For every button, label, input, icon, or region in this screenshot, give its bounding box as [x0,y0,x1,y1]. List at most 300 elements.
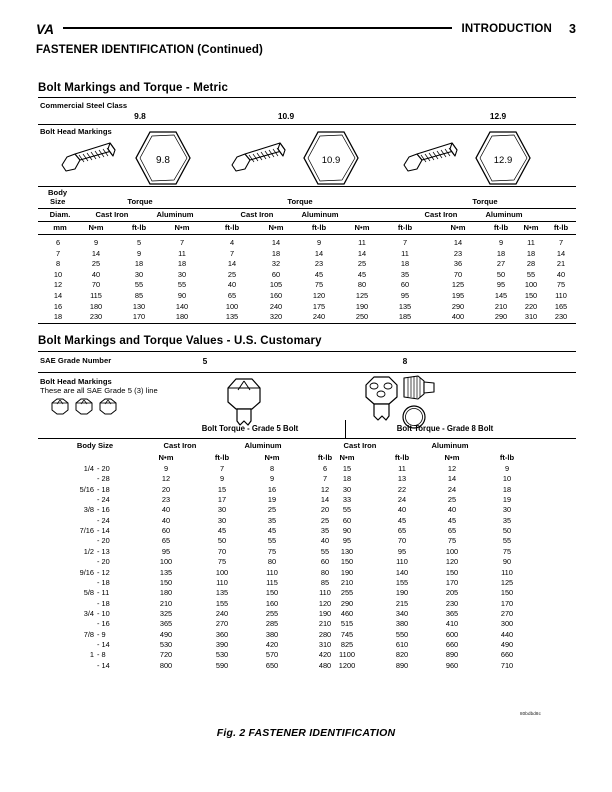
us-unit-nm-3: N•m [444,453,460,462]
metric-cell-c129-0: 400 [451,312,465,322]
header-manual-mark: VA [36,21,55,37]
us-cell-g5-2: 110 [266,567,278,577]
metric-cell-c109-2: 11 [358,238,366,247]
metric-unit-nm-4: N•m [450,223,466,232]
metric-cell-c98-3: 100 [225,301,239,311]
us-cell-g8-3: 55 [502,536,512,546]
us-cell-g8-3: 710 [500,660,514,670]
us-cell-g8-3: 19 [502,495,512,505]
metric-cell-c109-2: 250 [355,312,369,322]
us-cell-g8-1: 550 [395,629,409,639]
us-cell-g8-0: 515 [340,619,354,629]
us-cell-g5-1: 155 [215,598,229,608]
us-cell-g5-1: 390 [215,639,229,649]
us-cell-g8-1: 65 [397,526,407,536]
us-unit-ftlb-3: ft-lb [499,453,515,462]
metric-cell-c98-3: 65 [227,291,237,300]
us-cell-g5-0: 180 [159,588,173,598]
grade8-torque-label: Bolt Torque - Grade 8 Bolt [396,424,494,433]
us-cell-g8-2: 410 [445,619,459,629]
metric-cell-c129-2: 28 [526,259,536,269]
us-cell-g8-0: 825 [340,639,354,649]
us-cell-g8-0: 1100 [339,650,355,660]
us-cell-size-thread: - 18 [97,577,110,587]
us-cell-g5-0: 530 [159,639,173,649]
metric-head-markings-label: Bolt Head Markings [40,127,112,136]
metric-cell-c109-3: 35 [400,269,410,279]
metric-cell-mm: 18 [53,312,63,322]
metric-unit-ftlb-0: ft-lb [131,223,147,232]
us-cell-g5-1: 45 [217,526,227,536]
us-cell-g5-0: 40 [161,515,171,525]
metric-cell-mm: 7 [55,248,61,258]
us-cell-g5-1: 240 [215,608,229,618]
metric-cell-mm: 6 [55,238,61,247]
us-cell-g5-3: 480 [318,660,332,670]
sae-grade-number-label: SAE Grade Number [40,356,112,365]
us-cell-g8-3: 90 [502,557,512,567]
us-cell-size-thread: - 20 [97,557,110,567]
us-cell-g8-3: 18 [502,484,512,494]
metric-cell-c129-0: 125 [451,280,465,290]
us-head-markings-label: Bolt Head Markings [40,377,112,386]
metric-cell-c98-0: 230 [89,312,103,322]
us-cell-g5-1: 110 [216,577,228,587]
us-cell-g5-1: 30 [217,505,227,515]
us-cell-g8-0: 150 [340,557,354,567]
metric-torque-rule [38,208,576,209]
us-cell-g8-2: 25 [447,495,457,505]
us-cell-g8-2: 600 [445,629,459,639]
metric-cell-c98-1: 85 [134,291,144,300]
metric-torque-label-2: Torque [472,197,498,206]
us-cell-g8-3: 110 [501,567,513,577]
running-header [36,20,576,38]
us-cell-size-thread: - 24 [97,495,110,505]
metric-table-top-rule [38,186,576,187]
us-cell-g5-1: 530 [215,650,229,660]
steel-class-value-0: 9.8 [134,111,146,121]
metric-cell-c129-1: 95 [496,280,506,290]
metric-cell-c129-3: 75 [556,280,566,290]
metric-cell-c98-1: 5 [136,238,142,247]
us-cell-g5-1: 70 [217,546,227,556]
metric-cell-c109-0: 105 [269,280,283,290]
us-cell-g5-1: 15 [217,484,227,494]
us-cell-g8-1: 40 [397,505,407,515]
us-cell-g8-3: 9 [504,464,510,473]
us-cell-g5-2: 255 [265,608,279,618]
us-body-size-label: Body Size [76,441,114,450]
header-section-name: INTRODUCTION [461,23,553,35]
us-cell-size-thread: - 9 [97,629,106,639]
metric-cell-mm: 8 [55,259,61,269]
metric-cell-c98-2: 180 [175,312,189,322]
us-cell-size-thread: - 20 [97,464,110,473]
us-unit-nm-1: N•m [264,453,280,462]
us-cell-g5-3: 80 [320,567,330,577]
us-cell-g8-2: 960 [445,660,459,670]
metric-cell-c129-1: 50 [496,269,506,279]
metric-cell-c98-2: 18 [177,259,187,269]
us-cell-g8-1: 190 [395,588,409,598]
us-cell-g5-3: 310 [318,639,332,649]
us-cast-iron-label-g8: Cast Iron [343,441,377,450]
metric-torque-label-1: Torque [287,197,313,206]
us-cell-g8-1: 110 [396,557,408,567]
us-cell-g5-3: 210 [318,619,332,629]
metric-cell-mm: 12 [53,280,63,290]
metric-header-bottom-rule [38,234,576,235]
us-grade-divider [345,420,346,438]
metric-cell-c129-1: 9 [498,238,504,247]
metric-cell-c109-2: 80 [357,280,367,290]
us-cell-g8-3: 35 [502,515,512,525]
us-cell-size-thread: - 24 [97,515,110,525]
metric-cell-c109-3: 185 [398,312,412,322]
metric-cell-c109-3: 11 [401,248,409,258]
us-cell-g8-1: 70 [397,536,407,546]
us-cell-g8-1: 340 [395,608,409,618]
us-cell-g8-0: 90 [342,526,352,536]
us-cell-size-fraction: 1/2 [83,546,94,556]
us-cell-g5-0: 135 [159,567,173,577]
metric-cell-c98-3: 7 [229,248,235,258]
bolt-side-view-icon-0 [58,138,124,180]
metric-cell-c129-0: 195 [451,291,465,300]
us-cell-g8-2: 24 [447,484,457,494]
us-cell-g5-3: 7 [322,474,328,484]
us-cell-g5-2: 25 [267,505,277,515]
metric-cell-c129-1: 210 [494,301,508,311]
metric-aluminum-label-2: Aluminum [485,210,523,219]
metric-cell-c109-1: 75 [314,280,324,290]
us-cell-size-fraction: 5/8 [83,588,94,598]
metric-unit-nm-2: N•m [268,223,284,232]
metric-cell-c109-3: 95 [400,291,410,300]
us-cell-g8-3: 300 [500,619,514,629]
us-cell-g5-3: 420 [318,650,332,660]
metric-cell-c109-0: 32 [271,259,281,269]
metric-cell-c129-2: 310 [524,312,538,322]
us-cell-size-thread: - 14 [97,660,110,670]
us-cell-g8-3: 490 [500,639,514,649]
svg-text:10.9: 10.9 [321,155,341,166]
metric-cell-c98-1: 30 [134,269,144,279]
bolt-side-view-icon-2 [400,138,466,180]
metric-cell-c129-1: 27 [496,259,506,269]
metric-unit-nm-0: N•m [88,223,104,232]
us-cell-size-thread: - 8 [97,650,106,660]
us-cell-g8-2: 100 [445,546,459,556]
us-cell-g5-2: 160 [265,598,279,608]
metric-cell-c129-0: 290 [451,301,465,311]
us-cell-g5-2: 285 [265,619,279,629]
us-cell-g5-3: 20 [320,505,330,515]
us-table-top-rule [38,438,576,439]
metric-torque-label-0: Torque [127,197,153,206]
us-cell-g8-0: 290 [340,598,354,608]
metric-cell-c129-1: 18 [496,248,506,258]
metric-cell-c98-0: 115 [90,291,102,300]
us-cell-size-thread: - 18 [97,484,110,494]
metric-cell-c98-1: 9 [136,248,142,258]
metric-cell-c129-2: 100 [524,280,538,290]
us-cell-g8-0: 15 [342,464,352,473]
us-cell-g8-0: 210 [340,577,354,587]
us-cell-g8-2: 660 [445,639,459,649]
hex-head-marking-icon-2 [472,129,534,187]
us-cell-g5-0: 12 [161,474,171,484]
us-unit-nm-2: N•m [339,453,355,462]
us-cell-g5-3: 280 [318,629,332,639]
us-cell-g5-3: 14 [320,495,330,505]
us-cell-size-thread: - 16 [97,619,110,629]
metric-unit-ftlb-4: ft-lb [493,223,509,232]
us-cell-size-fraction: 1/4 [83,464,94,473]
us-cell-g8-0: 60 [342,515,352,525]
bolt-side-view-icon-1 [228,138,294,180]
us-cell-g5-2: 8 [269,464,275,473]
us-cell-g8-3: 170 [500,598,514,608]
us-cell-size-thread: - 14 [97,639,110,649]
page-title [36,44,263,56]
us-cell-g5-3: 190 [318,608,332,618]
metric-cell-c98-1: 55 [134,280,144,290]
us-cell-g5-0: 65 [161,536,171,546]
us-cell-g5-1: 7 [219,464,225,473]
us-cell-g5-2: 75 [267,546,277,556]
us-cell-g8-0: 95 [342,536,352,546]
metric-cast-iron-label-0: Cast Iron [95,210,129,219]
us-cell-g5-2: 9 [269,474,275,484]
us-cell-g5-0: 95 [161,546,171,556]
us-cell-g8-3: 50 [502,526,512,536]
metric-cell-mm: 16 [53,301,63,311]
metric-section-title: Bolt Markings and Torque - Metric [38,82,229,94]
us-cell-g8-2: 205 [445,588,459,598]
metric-cell-c129-3: 14 [556,248,566,258]
us-cell-g5-1: 17 [217,495,227,505]
hex-head-marking-icon-0 [132,129,194,187]
grade5-head-icon-group [48,396,120,418]
metric-cell-c109-1: 120 [312,291,326,300]
us-cell-g5-1: 590 [215,660,229,670]
metric-cell-c98-2: 140 [175,301,189,311]
us-cell-g5-1: 30 [217,515,227,525]
us-aluminum-label-g5: Aluminum [244,441,282,450]
metric-cell-c98-3: 135 [225,312,239,322]
us-cast-iron-label-g5: Cast Iron [163,441,197,450]
us-section-title: Bolt Markings and Torque Values - U.S. Customary [38,335,322,347]
us-cell-size-fraction: 3/4 [83,608,94,618]
us-cell-g5-2: 650 [265,660,279,670]
figure-code: 80bdbd8c [520,711,541,716]
us-cell-g5-0: 210 [159,598,173,608]
metric-cell-mm: 10 [53,269,63,279]
metric-unit-ftlb-1: ft-lb [224,223,240,232]
us-cell-g8-0: 130 [340,546,354,556]
metric-cell-c98-3: 40 [227,280,237,290]
us-title-rule [38,351,576,352]
metric-body-label-line2: Size [50,197,66,206]
metric-cell-c129-3: 230 [554,312,568,322]
metric-cell-c129-3: 40 [556,269,566,279]
metric-cell-c129-1: 290 [494,312,508,322]
metric-cell-c98-3: 4 [229,238,235,247]
metric-cell-c98-0: 25 [91,259,101,269]
us-cell-g8-1: 610 [395,639,409,649]
us-cell-g5-2: 570 [265,650,279,660]
us-cell-g5-2: 45 [267,526,277,536]
us-cell-g5-0: 325 [159,608,173,618]
us-cell-g5-2: 380 [265,629,279,639]
us-cell-g8-1: 22 [397,484,407,494]
us-cell-g8-1: 24 [397,495,407,505]
us-cell-g5-2: 420 [265,639,279,649]
us-cell-g5-3: 25 [320,515,330,525]
us-cell-g5-0: 20 [161,484,171,494]
us-cell-size-thread: - 13 [97,546,110,556]
us-cell-size-fraction: 7/16 [79,526,94,536]
us-cell-size-fraction: 3/8 [83,505,94,515]
us-cell-g8-0: 745 [340,629,354,639]
steel-class-value-1: 10.9 [277,111,295,121]
us-cell-g8-2: 150 [445,567,459,577]
us-cell-g8-1: 95 [397,546,407,556]
sae-grade-value-0: 5 [202,356,208,366]
metric-unit-nm-3: N•m [354,223,370,232]
us-cell-g8-3: 270 [500,608,514,618]
metric-cell-mm: 14 [53,291,63,300]
us-cell-g5-1: 360 [215,629,229,639]
metric-cell-c98-0: 40 [91,269,101,279]
metric-unit-nm-5: N•m [523,223,539,232]
us-cell-g8-2: 14 [447,474,457,484]
metric-cell-c109-1: 23 [314,259,324,269]
us-cell-g8-3: 125 [500,577,514,587]
us-cell-size-fraction: 5/16 [79,484,94,494]
us-cell-g8-1: 45 [397,515,407,525]
metric-table-bottom-rule [38,323,576,324]
metric-cast-iron-label-2: Cast Iron [424,210,458,219]
us-cell-g5-1: 270 [215,619,229,629]
us-cell-g8-2: 120 [445,557,459,567]
us-cell-g5-2: 150 [265,588,279,598]
metric-cell-c98-1: 130 [132,301,146,311]
metric-cell-c98-3: 14 [227,259,237,269]
us-cell-g5-0: 365 [159,619,173,629]
us-cell-g8-3: 10 [502,474,512,484]
us-cell-size-thread: - 20 [97,536,110,546]
metric-unit-ftlb-5: ft-lb [553,223,569,232]
us-cell-g5-3: 12 [320,484,330,494]
metric-cell-c109-0: 240 [269,301,283,311]
us-cell-g5-2: 115 [266,577,278,587]
metric-cell-c129-2: 11 [527,238,535,247]
us-cell-g5-3: 6 [322,464,328,473]
us-cell-g8-0: 18 [342,474,352,484]
metric-unit-nm-1: N•m [174,223,190,232]
hex-head-marking-icon-1 [300,129,362,187]
metric-cell-c109-3: 135 [398,301,412,311]
metric-cell-c98-2: 90 [177,291,187,300]
metric-cell-c129-2: 55 [526,269,536,279]
metric-cell-c109-2: 25 [357,259,367,269]
metric-cell-c129-3: 110 [555,291,567,300]
metric-unit-ftlb-2: ft-lb [311,223,327,232]
us-cell-g5-1: 75 [217,557,227,567]
metric-cell-c129-3: 165 [554,301,568,311]
header-page-number: 3 [569,22,576,36]
us-cell-g8-3: 30 [502,505,512,515]
us-cell-g8-0: 33 [342,495,352,505]
metric-cell-c129-0: 14 [453,238,463,247]
us-cell-size-thread: - 10 [97,608,110,618]
us-cell-g8-1: 215 [395,598,409,608]
metric-cell-c98-0: 14 [91,248,101,258]
metric-cell-c109-1: 14 [314,248,324,258]
us-cell-g5-1: 100 [215,567,229,577]
metric-cell-c109-2: 190 [355,301,369,311]
metric-cell-c109-3: 7 [402,238,408,247]
grade5-torque-label: Bolt Torque - Grade 5 Bolt [201,424,299,433]
metric-cell-c98-2: 55 [177,280,187,290]
metric-cast-iron-label-1: Cast Iron [240,210,274,219]
us-cell-g5-0: 150 [159,577,173,587]
metric-cell-c98-2: 11 [178,248,186,258]
us-cell-g5-0: 490 [159,629,173,639]
us-unit-ftlb-1: ft-lb [317,453,333,462]
us-cell-g8-3: 75 [502,546,512,556]
us-cell-g8-0: 1200 [338,660,356,670]
metric-diam-label: Diam. [49,210,71,219]
us-cell-g5-3: 120 [318,598,332,608]
us-cell-g8-0: 30 [342,484,352,494]
us-cell-g5-3: 40 [320,536,330,546]
metric-cell-c98-1: 18 [134,259,144,269]
us-cell-g8-1: 140 [395,567,409,577]
us-cell-g8-2: 65 [447,526,457,536]
us-cell-g5-2: 80 [267,557,277,567]
us-cell-g8-0: 190 [340,567,354,577]
metric-cell-c109-3: 18 [400,259,410,269]
us-cell-g5-0: 40 [161,505,171,515]
metric-cell-c109-2: 125 [355,291,369,300]
us-cell-g8-0: 460 [340,608,354,618]
us-cell-g5-3: 85 [320,577,330,587]
us-cell-g8-2: 230 [445,598,459,608]
metric-cell-c109-1: 45 [314,269,324,279]
us-cell-g5-0: 100 [159,557,173,567]
steel-class-value-2: 12.9 [489,111,507,121]
us-cell-g8-2: 170 [445,577,459,587]
metric-cell-c98-0: 9 [93,238,99,247]
metric-cell-c109-1: 9 [316,238,322,247]
metric-body-label-line1: Body [48,188,68,197]
us-cell-g5-3: 60 [320,557,330,567]
us-cell-g8-2: 40 [447,505,457,515]
metric-cell-c109-0: 160 [269,291,283,300]
us-grade-rule [38,372,576,373]
us-aluminum-label-g8: Aluminum [431,441,469,450]
us-head-markings-note: These are all SAE Grade 5 (3) line [40,386,158,395]
us-cell-g5-0: 720 [159,650,173,660]
us-cell-g8-0: 255 [340,588,354,598]
us-unit-ftlb-2: ft-lb [394,453,410,462]
metric-cell-c109-3: 60 [400,280,410,290]
metric-cell-c98-1: 170 [132,312,146,322]
